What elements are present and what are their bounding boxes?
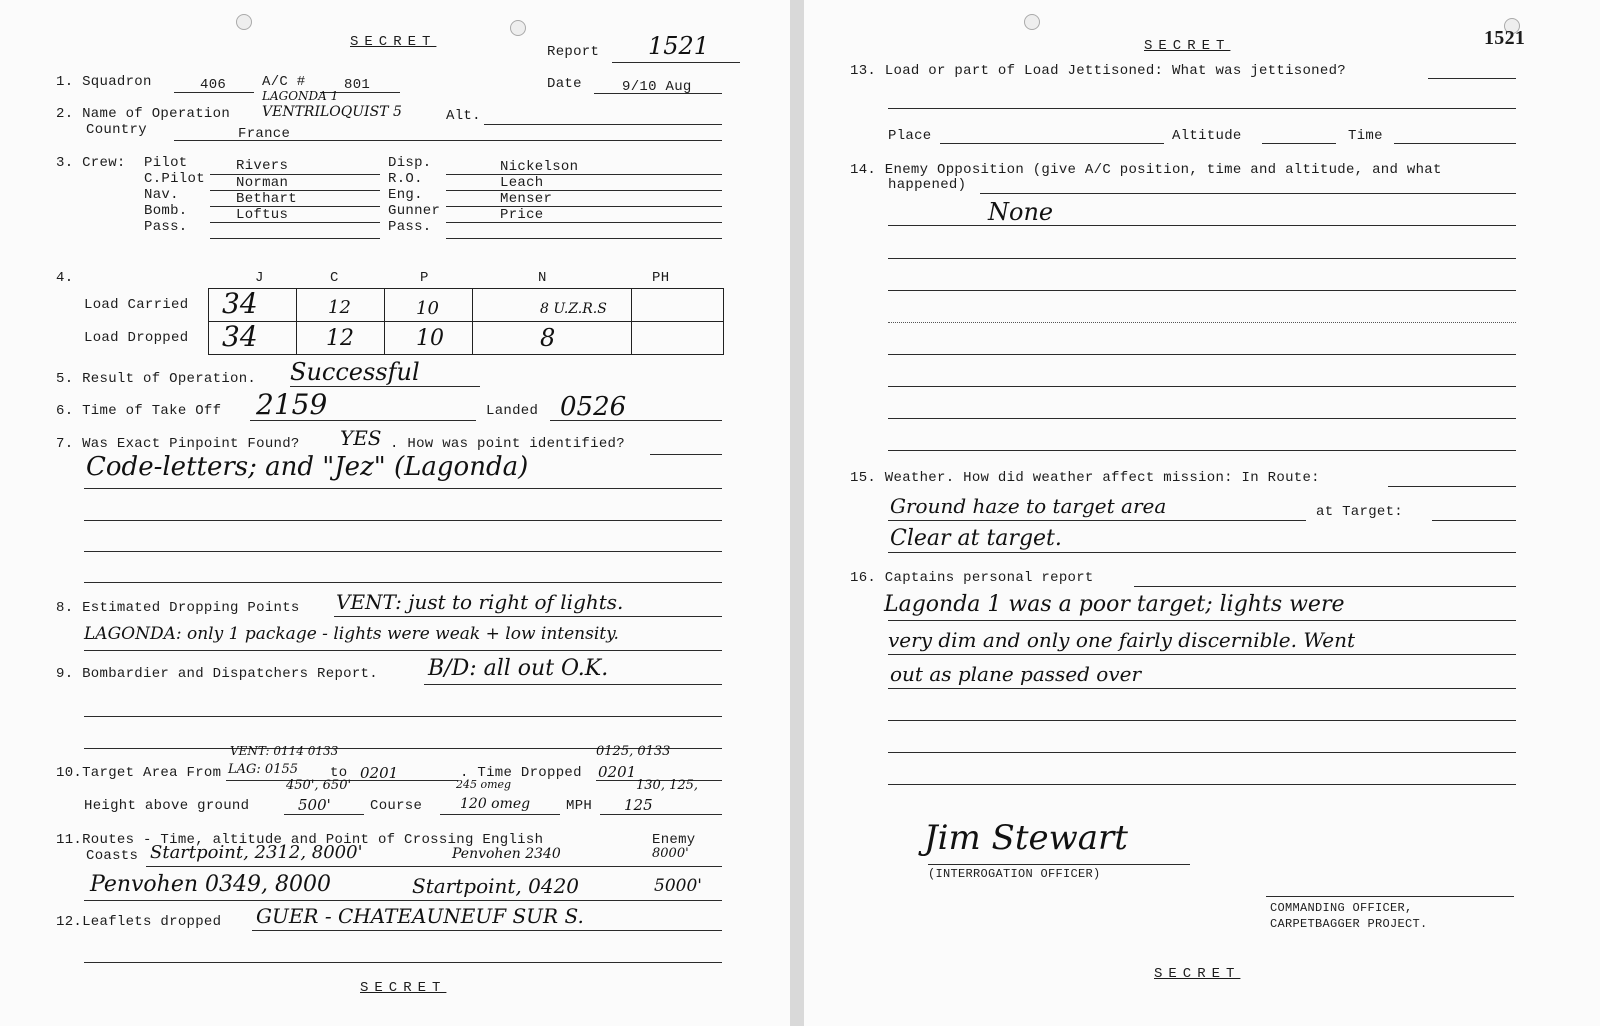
rule: [1266, 896, 1514, 897]
table-row: [209, 322, 724, 355]
crew-role: Pass.: [144, 219, 188, 235]
landed-label: Landed: [486, 403, 539, 419]
rule: [600, 814, 722, 815]
load-cell: 34: [222, 287, 258, 320]
q10-from: LAG: 0155: [228, 762, 299, 777]
q7b-label: . How was point identified?: [390, 436, 625, 452]
q16-label: 16. Captains personal report: [850, 570, 1094, 586]
course-label: Course: [370, 798, 423, 814]
classification-footer: SECRET: [360, 980, 447, 996]
q11-line1c: 8000': [652, 846, 689, 861]
classification-header: SECRET: [1144, 38, 1231, 54]
rule: [1388, 486, 1516, 487]
q12-label: 12.Leaflets dropped: [56, 914, 222, 930]
q15-target-label: at Target:: [1316, 504, 1404, 520]
q8-line2: LAGONDA: only 1 package - lights were weak + low intensity.: [84, 624, 619, 644]
course-value: 120 omeg: [460, 796, 531, 812]
interrogation-signature: Jim Stewart: [924, 818, 1128, 858]
alt-label: Alt.: [446, 108, 481, 124]
rule: [888, 354, 1516, 355]
operation-name-1: LAGONDA 1: [262, 89, 339, 103]
punch-hole: [510, 20, 526, 36]
takeoff-value: 2159: [256, 388, 328, 421]
q2-label: 2. Name of Operation: [56, 106, 231, 122]
country-label: Country: [86, 122, 147, 138]
q6-label: 6. Time of Take Off: [56, 403, 222, 419]
altitude-label: Altitude: [1172, 128, 1242, 144]
crew-name: Loftus: [236, 207, 289, 223]
report-number: 1521: [1484, 27, 1526, 49]
q9-label: 9. Bombardier and Dispatchers Report.: [56, 666, 378, 682]
q1-label: 1. Squadron: [56, 74, 152, 90]
q10-to: 0201: [360, 764, 399, 782]
load-cell: 10: [416, 298, 439, 319]
rule: [446, 206, 722, 207]
q9-value: B/D: all out O.K.: [428, 656, 609, 681]
report-page-left: [0, 0, 790, 1026]
q16-line1: Lagonda 1 was a poor target; lights were: [884, 592, 1345, 617]
squadron-value: 406: [200, 77, 227, 93]
rule: [446, 174, 722, 175]
rule: [888, 784, 1516, 785]
rule: [888, 225, 1516, 226]
rule: [550, 420, 722, 421]
q11-line1a: Startpoint, 2312, 8000': [150, 842, 363, 863]
q5-label: 5. Result of Operation.: [56, 371, 257, 387]
crew-name: Norman: [236, 175, 289, 191]
q10-td-label: . Time Dropped: [460, 765, 582, 781]
q16-line2: very dim and only one fairly discernible. Went: [888, 628, 1356, 652]
q15-label: 15. Weather. How did weather affect mission: In Route:: [850, 470, 1320, 486]
rule: [440, 814, 560, 815]
q5-value: Successful: [290, 358, 420, 386]
rule: [290, 386, 480, 387]
rule: [940, 143, 1164, 144]
crew-name: Nickelson: [500, 159, 579, 175]
report-line: [612, 62, 740, 63]
rule: [1432, 520, 1516, 521]
q8-label: 8. Estimated Dropping Points: [56, 600, 300, 616]
co-label-1: COMMANDING OFFICER,: [1270, 901, 1413, 915]
rule: [888, 258, 1516, 259]
q4-label: 4.: [56, 270, 74, 286]
rule: [84, 551, 722, 552]
rule: [84, 582, 722, 583]
punch-hole: [1024, 14, 1040, 30]
q13-label: 13. Load or part of Load Jettisoned: What was jettisoned?: [850, 63, 1346, 79]
report-page-right: [804, 0, 1600, 1026]
rule: [446, 238, 722, 239]
q11-line2c: 5000': [654, 876, 702, 896]
q7-value: YES: [340, 426, 382, 450]
q10-to-label: to: [330, 765, 348, 781]
date-label: Date: [547, 76, 582, 92]
place-label: Place: [888, 128, 932, 144]
crew-name: Menser: [500, 191, 553, 207]
load-cell: 12: [328, 297, 351, 318]
col-header: N: [538, 270, 547, 286]
load-cell: 8 U.Z.R.S: [540, 301, 607, 317]
ac-label: A/C #: [262, 74, 306, 90]
rule: [210, 222, 380, 223]
rule: [1428, 78, 1516, 79]
q11-label-end: Enemy: [652, 832, 696, 848]
crew-role: Gunner: [388, 203, 441, 219]
q7-label: 7. Was Exact Pinpoint Found?: [56, 436, 300, 452]
rule: [888, 552, 1516, 553]
report-label: Report: [547, 44, 600, 60]
crew-role: C.Pilot: [144, 171, 205, 187]
interrogation-label: (INTERROGATION OFFICER): [928, 867, 1101, 881]
crew-name: Bethart: [236, 191, 297, 207]
crew-role: Pass.: [388, 219, 432, 235]
rule: [980, 193, 1516, 194]
rule: [84, 962, 722, 963]
table-cell: [632, 322, 724, 355]
rule: [888, 386, 1516, 387]
rule: [284, 814, 364, 815]
height-value: 500': [298, 796, 331, 814]
time-label: Time: [1348, 128, 1383, 144]
country-value: France: [238, 126, 291, 142]
crew-name: Leach: [500, 175, 544, 191]
load-cell: 8: [540, 324, 556, 352]
rule: [650, 454, 722, 455]
q10-above2: 0125, 0133: [596, 744, 671, 759]
crew-role: Bomb.: [144, 203, 188, 219]
rule: [888, 290, 1516, 291]
load-table: [208, 288, 724, 355]
rule: [888, 108, 1516, 109]
rule: [84, 488, 722, 489]
rule: [84, 520, 722, 521]
course-above: 245 omeg: [456, 778, 512, 791]
q11-line2b: Startpoint, 0420: [412, 874, 580, 898]
landed-value: 0526: [560, 392, 627, 422]
ac-value: 801: [344, 77, 371, 93]
rule: [210, 238, 380, 239]
rule: [146, 866, 722, 867]
q10-above: VENT: 0114 0133: [230, 744, 339, 758]
table-row: [209, 289, 724, 322]
rule: [888, 752, 1516, 753]
rule: [928, 864, 1190, 865]
report-number: 1521: [648, 32, 710, 60]
load-carried-label: Load Carried: [84, 297, 189, 313]
q10-td: 0201: [598, 763, 637, 781]
crew-role: R.O.: [388, 171, 423, 187]
q8-line1: VENT: just to right of lights.: [336, 590, 624, 614]
rule: [1134, 586, 1516, 587]
q11-line1b: Penvohen 2340: [452, 846, 561, 862]
q11-line2a: Penvohen 0349, 8000: [90, 872, 331, 897]
col-header: J: [255, 270, 264, 286]
q15-route: Ground haze to target area: [890, 494, 1167, 518]
crew-role: Disp.: [388, 155, 432, 171]
rule: [250, 420, 476, 421]
classification-header: SECRET: [350, 34, 437, 50]
rule: [1394, 143, 1516, 144]
rule: [888, 322, 1516, 323]
rule: [888, 688, 1516, 689]
rule: [446, 190, 722, 191]
rule: [888, 620, 1516, 621]
load-cell: 12: [326, 326, 354, 351]
q7-answer: Code-letters; and "Jez" (Lagonda): [86, 452, 529, 482]
q16-line3: out as plane passed over: [890, 662, 1142, 686]
height-label: Height above ground: [84, 798, 250, 814]
q14-value: None: [988, 198, 1054, 226]
rule: [252, 930, 722, 931]
height-above: 450', 650': [286, 778, 352, 793]
crew-name: Price: [500, 207, 544, 223]
col-header: P: [420, 270, 429, 286]
rule: [888, 520, 1306, 521]
crew-label: 3. Crew:: [56, 155, 126, 171]
col-header: C: [330, 270, 339, 286]
rule: [334, 616, 722, 617]
crew-name: Rivers: [236, 158, 289, 174]
mph-above: 130, 125,: [636, 778, 699, 793]
rule: [424, 684, 722, 685]
operation-name-2: VENTRILOQUIST 5: [262, 104, 402, 120]
co-label-2: CARPETBAGGER PROJECT.: [1270, 917, 1428, 931]
classification-footer: SECRET: [1154, 966, 1241, 982]
rule: [1262, 143, 1336, 144]
crew-role: Pilot: [144, 155, 188, 171]
col-header: PH: [652, 270, 670, 286]
rule: [888, 720, 1516, 721]
crew-role: Nav.: [144, 187, 179, 203]
q14-label2: happened): [888, 177, 967, 193]
rule: [84, 650, 722, 651]
mph-label: MPH: [566, 798, 593, 814]
date-value: 9/10 Aug: [622, 79, 692, 95]
load-cell: 34: [222, 320, 258, 353]
table-cell: [632, 289, 724, 322]
rule: [446, 222, 722, 223]
rule: [84, 900, 722, 901]
q14-label: 14. Enemy Opposition (give A/C position, time and altitude, and what: [850, 162, 1442, 178]
q11-label: 11.Routes - Time, altitude and Point of Crossing English: [56, 832, 544, 848]
mph-value: 125: [624, 796, 653, 814]
rule: [84, 716, 722, 717]
rule: [484, 124, 722, 125]
rule: [888, 418, 1516, 419]
rule: [888, 654, 1516, 655]
crew-role: Eng.: [388, 187, 423, 203]
q10-label: 10.Target Area From: [56, 765, 222, 781]
q15-target: Clear at target.: [890, 526, 1062, 551]
load-dropped-label: Load Dropped: [84, 330, 189, 346]
coasts-label: Coasts: [86, 848, 139, 864]
q12-value: GUER - CHATEAUNEUF SUR S.: [256, 904, 584, 928]
punch-hole: [236, 14, 252, 30]
load-cell: 10: [416, 326, 444, 351]
rule: [888, 450, 1516, 451]
